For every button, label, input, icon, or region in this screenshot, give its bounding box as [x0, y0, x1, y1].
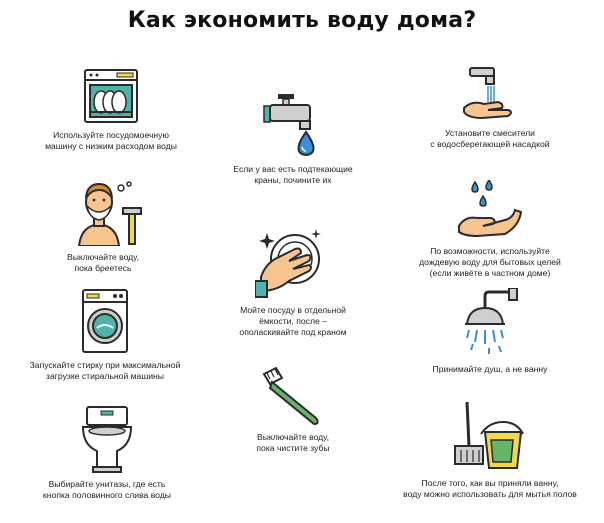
- tip-dripping-faucet: [198, 92, 388, 186]
- dripping-faucet-icon: [258, 92, 328, 158]
- dishwasher-icon: [81, 68, 141, 124]
- tip-toilet: [12, 405, 202, 501]
- tip-caption: Принимайте душ, а не ванну: [432, 364, 548, 374]
- mop-bucket-icon: [451, 400, 529, 472]
- tip-washing-plate: [198, 225, 388, 338]
- shower-icon: [455, 288, 525, 358]
- tip-caption: По возможности, используйте дождевую воду для бытовых целей (если живёте в частном доме): [419, 246, 561, 278]
- tip-shaving: [8, 180, 198, 274]
- faucet-aerator-icon: [458, 66, 522, 122]
- toilet-icon: [79, 405, 135, 473]
- tip-faucet-aerator: [395, 66, 585, 150]
- tip-dishwasher: [16, 68, 206, 152]
- washing-plate-icon: [255, 225, 331, 299]
- rain-hand-icon: [455, 180, 525, 240]
- tip-mop-bucket: [395, 400, 585, 500]
- tip-caption: Выключайте воду, пока бреетесь: [67, 252, 139, 273]
- tip-shower: [395, 288, 585, 375]
- tip-caption: Мойте посуду в отдельной ёмкости, после – ополаскивайте под краном: [239, 305, 347, 337]
- tip-caption: После того, как вы приняли ванну, воду можно использовать для мытья полов: [403, 478, 577, 499]
- tip-washing-machine: [10, 288, 200, 382]
- tip-caption: Используйте посудомоечную машину с низким расходом воды: [45, 130, 177, 151]
- tip-caption: Установите смесители с водосберегающей насадкой: [430, 128, 550, 149]
- tip-caption: Выбирайте унитазы, где есть кнопка половинного слива воды: [43, 479, 171, 500]
- tip-caption: Выключайте воду, пока чистите зубы: [256, 432, 330, 453]
- shaving-man-icon: [63, 180, 143, 246]
- tip-caption: Если у вас есть подтекающие краны, почините их: [233, 164, 353, 185]
- tip-toothbrush: [198, 366, 388, 454]
- tip-rain-water: [395, 180, 585, 279]
- tip-caption: Запускайте стирку при максимальной загрузке стиральной машины: [29, 360, 181, 381]
- toothbrush-icon: [258, 366, 328, 426]
- washing-machine-icon: [79, 288, 131, 354]
- page-title: Как экономить воду дома?: [127, 8, 477, 33]
